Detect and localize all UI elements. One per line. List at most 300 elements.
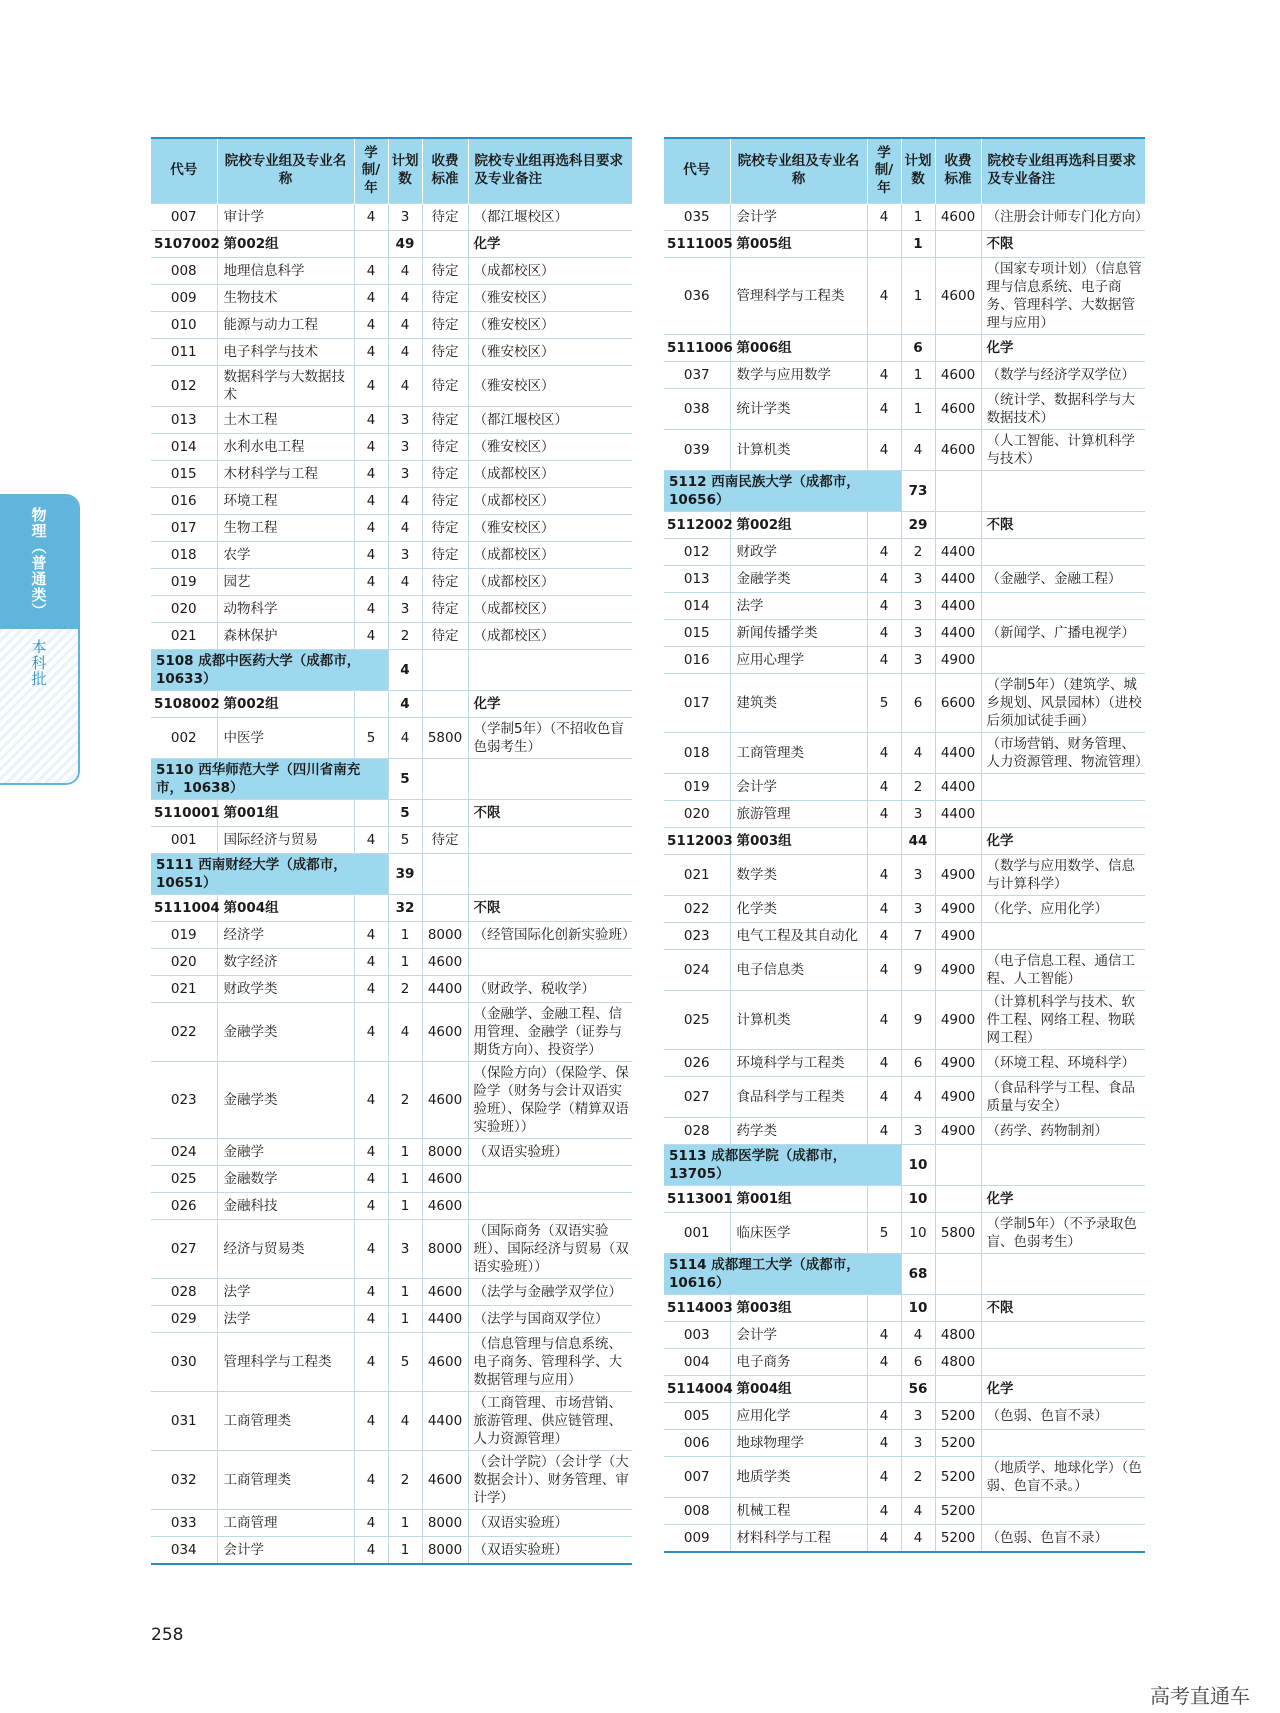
major-code: 015 bbox=[151, 461, 217, 488]
tuition-fee: 6600 bbox=[935, 674, 981, 733]
major-name: 经济与贸易类 bbox=[217, 1220, 354, 1279]
major-remarks bbox=[981, 1498, 1145, 1525]
plan-count: 1 bbox=[901, 204, 935, 231]
major-row bbox=[664, 1403, 1145, 1430]
university-plan-count: 5 bbox=[388, 759, 422, 800]
study-years: 4 bbox=[867, 896, 901, 923]
subject-requirement: 化学 bbox=[468, 231, 632, 258]
plan-count: 1 bbox=[901, 389, 935, 430]
major-remarks bbox=[981, 923, 1145, 950]
plan-count: 7 bbox=[901, 923, 935, 950]
plan-count: 1 bbox=[388, 922, 422, 949]
study-years: 4 bbox=[354, 1306, 388, 1333]
tuition-fee: 8000 bbox=[422, 1537, 468, 1565]
group-row bbox=[664, 231, 1145, 258]
major-row bbox=[664, 1457, 1145, 1498]
major-name: 财政学 bbox=[730, 539, 867, 566]
tuition-fee bbox=[935, 1295, 981, 1322]
tuition-fee: 4600 bbox=[422, 1451, 468, 1510]
section-side-tab bbox=[0, 494, 80, 785]
group-row bbox=[151, 691, 632, 718]
major-code: 019 bbox=[151, 569, 217, 596]
tuition-fee: 4400 bbox=[935, 774, 981, 801]
major-code: 034 bbox=[151, 1537, 217, 1565]
empty-cell bbox=[422, 854, 468, 895]
major-row bbox=[151, 407, 632, 434]
major-code: 036 bbox=[664, 258, 730, 335]
major-code: 032 bbox=[151, 1451, 217, 1510]
major-code: 025 bbox=[151, 1166, 217, 1193]
header-name: 院校专业组及专业名称 bbox=[730, 138, 867, 204]
tuition-fee: 4900 bbox=[935, 647, 981, 674]
major-name: 建筑类 bbox=[730, 674, 867, 733]
major-remarks bbox=[468, 1193, 632, 1220]
group-code: 5113001 bbox=[664, 1186, 730, 1213]
group-code: 5110001 bbox=[151, 800, 217, 827]
study-years: 4 bbox=[354, 1392, 388, 1451]
plan-count: 4 bbox=[388, 488, 422, 515]
tuition-fee: 待定 bbox=[422, 312, 468, 339]
major-code: 020 bbox=[151, 596, 217, 623]
study-years: 4 bbox=[354, 1333, 388, 1392]
major-row bbox=[664, 539, 1145, 566]
tuition-fee bbox=[935, 231, 981, 258]
study-years: 4 bbox=[354, 312, 388, 339]
major-remarks: （财政学、税收学） bbox=[468, 976, 632, 1003]
header-fee: 收费标准 bbox=[422, 138, 468, 204]
major-remarks: （都江堰校区） bbox=[468, 204, 632, 231]
study-years: 4 bbox=[867, 1525, 901, 1553]
university-name: 5112 西南民族大学（成都市，10656） bbox=[664, 471, 901, 512]
major-code: 026 bbox=[151, 1193, 217, 1220]
plan-count: 4 bbox=[901, 1077, 935, 1118]
study-years bbox=[867, 335, 901, 362]
study-years: 4 bbox=[867, 566, 901, 593]
plan-count: 3 bbox=[901, 855, 935, 896]
tuition-fee: 4900 bbox=[935, 950, 981, 991]
major-row bbox=[151, 258, 632, 285]
major-row bbox=[151, 488, 632, 515]
study-years: 4 bbox=[354, 285, 388, 312]
plan-count: 3 bbox=[901, 1430, 935, 1457]
major-code: 008 bbox=[151, 258, 217, 285]
major-remarks: （双语实验班） bbox=[468, 1537, 632, 1565]
study-years: 4 bbox=[867, 258, 901, 335]
tuition-fee: 4800 bbox=[935, 1322, 981, 1349]
tuition-fee bbox=[935, 335, 981, 362]
plan-count: 4 bbox=[388, 285, 422, 312]
major-remarks: （金融学、金融工程） bbox=[981, 566, 1145, 593]
major-remarks: （双语实验班） bbox=[468, 1139, 632, 1166]
major-row bbox=[151, 461, 632, 488]
major-name: 临床医学 bbox=[730, 1213, 867, 1254]
major-code: 027 bbox=[664, 1077, 730, 1118]
major-name: 工商管理类 bbox=[217, 1451, 354, 1510]
plan-count: 1 bbox=[388, 949, 422, 976]
empty-cell bbox=[981, 1145, 1145, 1186]
tuition-fee: 4600 bbox=[422, 1166, 468, 1193]
major-row bbox=[664, 1349, 1145, 1376]
major-remarks bbox=[468, 949, 632, 976]
plan-count: 1 bbox=[388, 1166, 422, 1193]
major-row bbox=[151, 1392, 632, 1451]
group-row bbox=[664, 1376, 1145, 1403]
major-row bbox=[664, 1050, 1145, 1077]
plan-count: 3 bbox=[901, 1403, 935, 1430]
plan-count: 3 bbox=[901, 566, 935, 593]
tuition-fee bbox=[422, 691, 468, 718]
major-name: 生物工程 bbox=[217, 515, 354, 542]
tuition-fee: 4600 bbox=[935, 389, 981, 430]
major-row bbox=[664, 896, 1145, 923]
tuition-fee: 4400 bbox=[935, 539, 981, 566]
side-tab-category bbox=[0, 496, 78, 629]
tuition-fee: 4400 bbox=[935, 566, 981, 593]
major-remarks: （雅安校区） bbox=[468, 434, 632, 461]
major-remarks bbox=[981, 593, 1145, 620]
tuition-fee: 4900 bbox=[935, 896, 981, 923]
major-remarks: （环境工程、环境科学） bbox=[981, 1050, 1145, 1077]
tuition-fee: 待定 bbox=[422, 339, 468, 366]
study-years: 4 bbox=[867, 1498, 901, 1525]
plan-count: 1 bbox=[388, 1139, 422, 1166]
header-years: 学制/年 bbox=[867, 138, 901, 204]
study-years: 4 bbox=[354, 1062, 388, 1139]
plan-count: 4 bbox=[901, 430, 935, 471]
major-row bbox=[664, 1077, 1145, 1118]
major-name: 园艺 bbox=[217, 569, 354, 596]
major-row bbox=[664, 593, 1145, 620]
plan-count: 5 bbox=[388, 800, 422, 827]
study-years: 5 bbox=[354, 718, 388, 759]
major-code: 035 bbox=[664, 204, 730, 231]
major-code: 016 bbox=[664, 647, 730, 674]
tuition-fee: 5800 bbox=[422, 718, 468, 759]
plan-count: 4 bbox=[388, 312, 422, 339]
subject-requirement: 不限 bbox=[468, 800, 632, 827]
major-code: 003 bbox=[664, 1322, 730, 1349]
subject-requirement: 不限 bbox=[981, 231, 1145, 258]
study-years: 4 bbox=[867, 362, 901, 389]
table-header-row bbox=[664, 138, 1145, 204]
tuition-fee: 待定 bbox=[422, 204, 468, 231]
study-years: 4 bbox=[867, 1322, 901, 1349]
plan-count: 4 bbox=[388, 1392, 422, 1451]
major-remarks: （色弱、色盲不录） bbox=[981, 1403, 1145, 1430]
study-years bbox=[354, 231, 388, 258]
plan-count: 4 bbox=[901, 1498, 935, 1525]
major-remarks: （会计学院）（会计学（大数据会计）、财务管理、审计学） bbox=[468, 1451, 632, 1510]
header-fee: 收费标准 bbox=[935, 138, 981, 204]
plan-count: 3 bbox=[388, 434, 422, 461]
group-name: 第002组 bbox=[217, 231, 354, 258]
major-code: 030 bbox=[151, 1333, 217, 1392]
major-remarks: （雅安校区） bbox=[468, 515, 632, 542]
study-years: 4 bbox=[354, 1451, 388, 1510]
plan-count: 9 bbox=[901, 991, 935, 1050]
major-name: 统计学类 bbox=[730, 389, 867, 430]
group-code: 5114004 bbox=[664, 1376, 730, 1403]
major-remarks: （信息管理与信息系统、电子商务、管理科学、大数据管理与应用） bbox=[468, 1333, 632, 1392]
group-code: 5112002 bbox=[664, 512, 730, 539]
major-name: 水利水电工程 bbox=[217, 434, 354, 461]
plan-count: 3 bbox=[388, 1220, 422, 1279]
plan-count: 4 bbox=[901, 733, 935, 774]
major-name: 动物科学 bbox=[217, 596, 354, 623]
group-row bbox=[151, 800, 632, 827]
major-name: 地球物理学 bbox=[730, 1430, 867, 1457]
major-name: 地质学类 bbox=[730, 1457, 867, 1498]
tuition-fee: 5800 bbox=[935, 1213, 981, 1254]
major-code: 031 bbox=[151, 1392, 217, 1451]
plan-count: 3 bbox=[388, 596, 422, 623]
tuition-fee: 4600 bbox=[935, 258, 981, 335]
group-row bbox=[151, 895, 632, 922]
major-row bbox=[151, 1139, 632, 1166]
major-name: 经济学 bbox=[217, 922, 354, 949]
major-code: 028 bbox=[151, 1279, 217, 1306]
major-name: 法学 bbox=[217, 1279, 354, 1306]
major-name: 数据科学与大数据技术 bbox=[217, 366, 354, 407]
admission-table-left bbox=[151, 137, 636, 1565]
tuition-fee: 4900 bbox=[935, 1077, 981, 1118]
major-name: 森林保护 bbox=[217, 623, 354, 650]
major-name: 工商管理类 bbox=[730, 733, 867, 774]
study-years: 4 bbox=[354, 1220, 388, 1279]
header-remarks: 院校专业组再选科目要求及专业备注 bbox=[981, 138, 1145, 204]
major-row bbox=[151, 1062, 632, 1139]
tuition-fee: 5200 bbox=[935, 1457, 981, 1498]
major-remarks: （国际商务（双语实验班）、国际经济与贸易（双语实验班）） bbox=[468, 1220, 632, 1279]
major-row bbox=[151, 1451, 632, 1510]
plan-table bbox=[664, 137, 1149, 1553]
major-name: 电子商务 bbox=[730, 1349, 867, 1376]
major-remarks bbox=[981, 801, 1145, 828]
study-years bbox=[354, 800, 388, 827]
major-code: 020 bbox=[151, 949, 217, 976]
major-remarks: （双语实验班） bbox=[468, 1510, 632, 1537]
empty-cell bbox=[935, 1254, 981, 1295]
major-name: 会计学 bbox=[730, 204, 867, 231]
study-years: 4 bbox=[867, 1430, 901, 1457]
study-years: 4 bbox=[867, 991, 901, 1050]
major-remarks: （色弱、色盲不录） bbox=[981, 1525, 1145, 1553]
major-row bbox=[664, 1322, 1145, 1349]
plan-count: 4 bbox=[388, 339, 422, 366]
major-code: 021 bbox=[151, 976, 217, 1003]
major-remarks: （注册会计师专门化方向） bbox=[981, 204, 1145, 231]
major-row bbox=[151, 922, 632, 949]
major-row bbox=[664, 620, 1145, 647]
major-name: 金融学 bbox=[217, 1139, 354, 1166]
major-name: 金融学类 bbox=[217, 1003, 354, 1062]
tuition-fee bbox=[422, 231, 468, 258]
major-row bbox=[664, 647, 1145, 674]
empty-cell bbox=[981, 471, 1145, 512]
major-remarks: （人工智能、计算机科学与技术） bbox=[981, 430, 1145, 471]
major-row bbox=[151, 1306, 632, 1333]
university-plan-count: 73 bbox=[901, 471, 935, 512]
tuition-fee: 4800 bbox=[935, 1349, 981, 1376]
major-row bbox=[151, 366, 632, 407]
group-row bbox=[664, 828, 1145, 855]
plan-count: 1 bbox=[388, 1193, 422, 1220]
plan-count: 5 bbox=[388, 1333, 422, 1392]
group-name: 第003组 bbox=[730, 828, 867, 855]
plan-count: 3 bbox=[388, 204, 422, 231]
study-years: 4 bbox=[867, 950, 901, 991]
study-years: 4 bbox=[354, 1193, 388, 1220]
major-name: 国际经济与贸易 bbox=[217, 827, 354, 854]
plan-count: 6 bbox=[901, 674, 935, 733]
study-years bbox=[867, 231, 901, 258]
plan-count: 56 bbox=[901, 1376, 935, 1403]
header-plan: 计划数 bbox=[388, 138, 422, 204]
major-code: 007 bbox=[664, 1457, 730, 1498]
major-remarks: （保险方向）（保险学、保险学（财务与会计双语实验班）、保险学（精算双语实验班）） bbox=[468, 1062, 632, 1139]
university-plan-count: 39 bbox=[388, 854, 422, 895]
major-code: 028 bbox=[664, 1118, 730, 1145]
tuition-fee bbox=[422, 800, 468, 827]
study-years: 4 bbox=[354, 434, 388, 461]
major-code: 023 bbox=[664, 923, 730, 950]
header-years: 学制/年 bbox=[354, 138, 388, 204]
group-code: 5114003 bbox=[664, 1295, 730, 1322]
study-years bbox=[867, 1186, 901, 1213]
group-row bbox=[664, 512, 1145, 539]
study-years: 4 bbox=[354, 1166, 388, 1193]
major-remarks: （成都校区） bbox=[468, 542, 632, 569]
tuition-fee: 4600 bbox=[422, 1193, 468, 1220]
university-name: 5110 西华师范大学（四川省南充市，10638） bbox=[151, 759, 388, 800]
tuition-fee: 4900 bbox=[935, 923, 981, 950]
major-name: 农学 bbox=[217, 542, 354, 569]
major-remarks: （电子信息工程、通信工程、人工智能） bbox=[981, 950, 1145, 991]
major-name: 应用化学 bbox=[730, 1403, 867, 1430]
tuition-fee: 4900 bbox=[935, 1050, 981, 1077]
plan-count: 1 bbox=[388, 1279, 422, 1306]
study-years: 5 bbox=[867, 1213, 901, 1254]
study-years: 4 bbox=[867, 389, 901, 430]
major-remarks: （学制5年）（不招收色盲色弱考生） bbox=[468, 718, 632, 759]
group-name: 第001组 bbox=[730, 1186, 867, 1213]
major-code: 009 bbox=[664, 1525, 730, 1553]
major-row bbox=[664, 389, 1145, 430]
subject-requirement: 化学 bbox=[981, 828, 1145, 855]
major-code: 037 bbox=[664, 362, 730, 389]
major-code: 012 bbox=[664, 539, 730, 566]
major-name: 地理信息科学 bbox=[217, 258, 354, 285]
major-code: 021 bbox=[151, 623, 217, 650]
major-remarks bbox=[981, 774, 1145, 801]
tuition-fee: 4900 bbox=[935, 991, 981, 1050]
tuition-fee: 待定 bbox=[422, 596, 468, 623]
study-years: 4 bbox=[867, 733, 901, 774]
major-remarks bbox=[981, 1322, 1145, 1349]
major-row bbox=[151, 1510, 632, 1537]
study-years bbox=[354, 691, 388, 718]
major-remarks: （成都校区） bbox=[468, 596, 632, 623]
tuition-fee: 4900 bbox=[935, 855, 981, 896]
plan-count: 3 bbox=[901, 896, 935, 923]
major-row bbox=[151, 623, 632, 650]
major-remarks: （经管国际化创新实验班） bbox=[468, 922, 632, 949]
subject-requirement: 化学 bbox=[981, 1376, 1145, 1403]
study-years: 4 bbox=[867, 1457, 901, 1498]
major-code: 010 bbox=[151, 312, 217, 339]
plan-count: 4 bbox=[901, 1525, 935, 1553]
plan-count: 1 bbox=[901, 362, 935, 389]
major-code: 014 bbox=[664, 593, 730, 620]
plan-count: 3 bbox=[901, 593, 935, 620]
group-name: 第004组 bbox=[217, 895, 354, 922]
major-name: 金融科技 bbox=[217, 1193, 354, 1220]
major-remarks bbox=[468, 827, 632, 854]
major-row bbox=[664, 733, 1145, 774]
plan-count: 3 bbox=[901, 1118, 935, 1145]
tuition-fee bbox=[935, 1376, 981, 1403]
tuition-fee: 4600 bbox=[422, 949, 468, 976]
plan-count: 1 bbox=[901, 231, 935, 258]
study-years bbox=[867, 1376, 901, 1403]
plan-count: 1 bbox=[901, 258, 935, 335]
major-remarks: （成都校区） bbox=[468, 258, 632, 285]
major-code: 013 bbox=[664, 566, 730, 593]
major-row bbox=[151, 1166, 632, 1193]
study-years: 4 bbox=[354, 569, 388, 596]
major-code: 019 bbox=[151, 922, 217, 949]
header-code: 代号 bbox=[664, 138, 730, 204]
subject-requirement: 化学 bbox=[981, 335, 1145, 362]
major-row bbox=[664, 204, 1145, 231]
major-name: 新闻传播学类 bbox=[730, 620, 867, 647]
major-row bbox=[664, 855, 1145, 896]
major-remarks bbox=[468, 1166, 632, 1193]
major-code: 021 bbox=[664, 855, 730, 896]
tuition-fee: 待定 bbox=[422, 285, 468, 312]
major-remarks: （统计学、数据科学与大数据技术） bbox=[981, 389, 1145, 430]
study-years: 4 bbox=[354, 1003, 388, 1062]
major-row bbox=[151, 339, 632, 366]
major-remarks: （化学、应用化学） bbox=[981, 896, 1145, 923]
major-row bbox=[151, 1003, 632, 1062]
tuition-fee: 4600 bbox=[935, 362, 981, 389]
plan-count: 32 bbox=[388, 895, 422, 922]
study-years: 4 bbox=[354, 366, 388, 407]
major-code: 006 bbox=[664, 1430, 730, 1457]
university-name: 5113 成都医学院（成都市，13705） bbox=[664, 1145, 901, 1186]
major-remarks: （法学与金融学双学位） bbox=[468, 1279, 632, 1306]
empty-cell bbox=[422, 759, 468, 800]
major-code: 012 bbox=[151, 366, 217, 407]
major-name: 数学类 bbox=[730, 855, 867, 896]
tuition-fee: 8000 bbox=[422, 1220, 468, 1279]
group-code: 5111005 bbox=[664, 231, 730, 258]
major-row bbox=[664, 362, 1145, 389]
major-name: 工商管理 bbox=[217, 1510, 354, 1537]
major-row bbox=[664, 774, 1145, 801]
tuition-fee: 4600 bbox=[935, 430, 981, 471]
tuition-fee: 8000 bbox=[422, 922, 468, 949]
study-years: 4 bbox=[867, 923, 901, 950]
header-code: 代号 bbox=[151, 138, 217, 204]
study-years bbox=[867, 512, 901, 539]
study-years: 4 bbox=[354, 623, 388, 650]
group-code: 5108002 bbox=[151, 691, 217, 718]
empty-cell bbox=[422, 650, 468, 691]
group-name: 第002组 bbox=[730, 512, 867, 539]
major-remarks: （成都校区） bbox=[468, 569, 632, 596]
